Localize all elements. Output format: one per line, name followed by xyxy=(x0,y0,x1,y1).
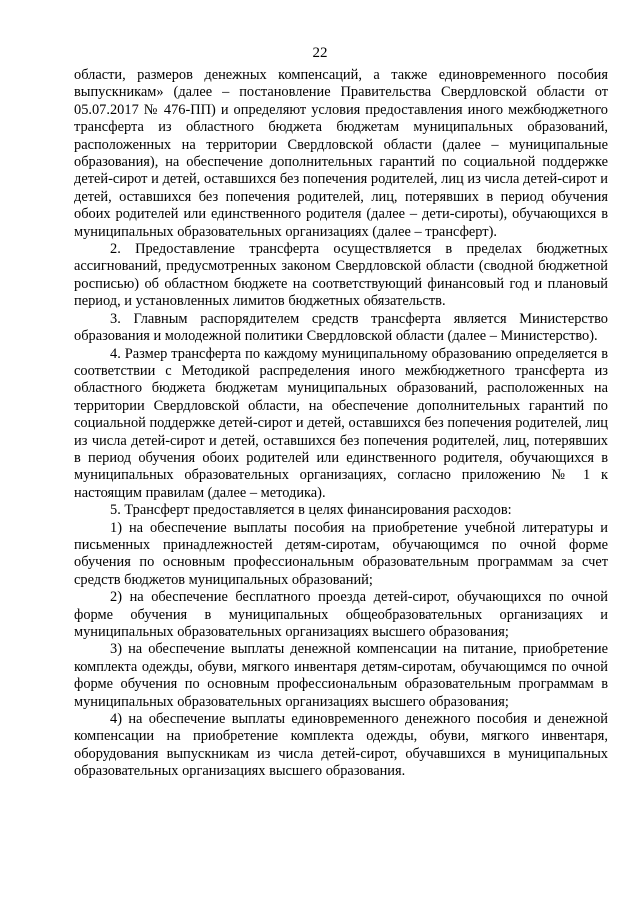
paragraph-continuation: области, размеров денежных компенсаций, а также единовременного пособия выпускникам» (далее – постановление Правительства Свердловской области от 05.07.2017 № 476-ПП) и определяют условия предоставления иного межбюджетного трансферта из областного бюджета бюджетам муниципальных образований, расположенных на территории Свердловской области (далее – муниципальные образования), на обеспечение дополнительных гарантий по социальной поддержке детей-сирот и детей, оставшихся без попечения родителей, лиц из числа детей-сирот и детей, оставшихся без попечения родителей, лиц, потерявших в период обучения обоих родителей или единственного родителя (далее – дети-сироты), обучающихся в муниципальных образовательных организациях (далее – трансферт). xyxy=(74,67,608,240)
subparagraph-2: 2) на обеспечение бесплатного проезда детей-сирот, обучающихся по очной форме обучения в муниципальных общеобразовательных организациях и муниципальных образовательных организациях высшего образования; xyxy=(74,589,608,640)
paragraph-item-5: 5. Трансферт предоставляется в целях финансирования расходов: xyxy=(110,502,512,519)
paragraph-item-3: 3. Главным распорядителем средств трансферта является Министерство образования и молодежной политики Свердловской области (далее – Министерство). xyxy=(74,310,608,345)
subparagraph-1: 1) на обеспечение выплаты пособия на приобретение учебной литературы и письменных принадлежностей детям-сиротам, обучающимся по очной форме обучения по основным профессиональным образовательным программам за счет средств бюджетов муниципальных образований; xyxy=(74,519,608,588)
document-body xyxy=(74,67,608,781)
subparagraph-3: 3) на обеспечение выплаты денежной компенсации на питание, приобретение комплекта одежды, обуви, мягкого инвентаря детям-сиротам, обучающимся по очной форме обучения по основным профессиональным образовательным программам в муниципальных образовательных организациях высшего образования; xyxy=(74,641,608,710)
subparagraph-4: 4) на обеспечение выплаты единовременного денежного пособия и денежной компенсации на приобретение комплекта одежды, обуви, мягкого инвентаря, оборудования выпускникам из числа детей-сирот, обучавшихся в муниципальных образовательных организациях высшего образования. xyxy=(74,711,608,780)
paragraph-item-4: 4. Размер трансферта по каждому муниципальному образованию определяется в соответствии с Методикой распределения иного межбюджетного трансферта из областного бюджета бюджетам муниципальных образований, расположенных на территории Свердловской области, на обеспечение дополнительных гарантий по социальной поддержке детей-сирот и детей, оставшихся без попечения родителей, лиц из числа детей-сирот и детей, оставшихся без попечения родителей, лиц, потерявших в период обучения обоих родителей или единственного родителя, обучающихся в муниципальных образовательных организациях, согласно приложению № 1 к настоящим правилам (далее – методика). xyxy=(74,345,608,501)
paragraph-item-2: 2. Предоставление трансферта осуществляется в пределах бюджетных ассигнований, предусмотренных законом Свердловской области (сводной бюджетной росписью) об областном бюджете на соответствующий финансовый год и плановый период, и установленных лимитов бюджетных обязательств. xyxy=(74,241,608,310)
page-number: 22 xyxy=(312,45,328,61)
